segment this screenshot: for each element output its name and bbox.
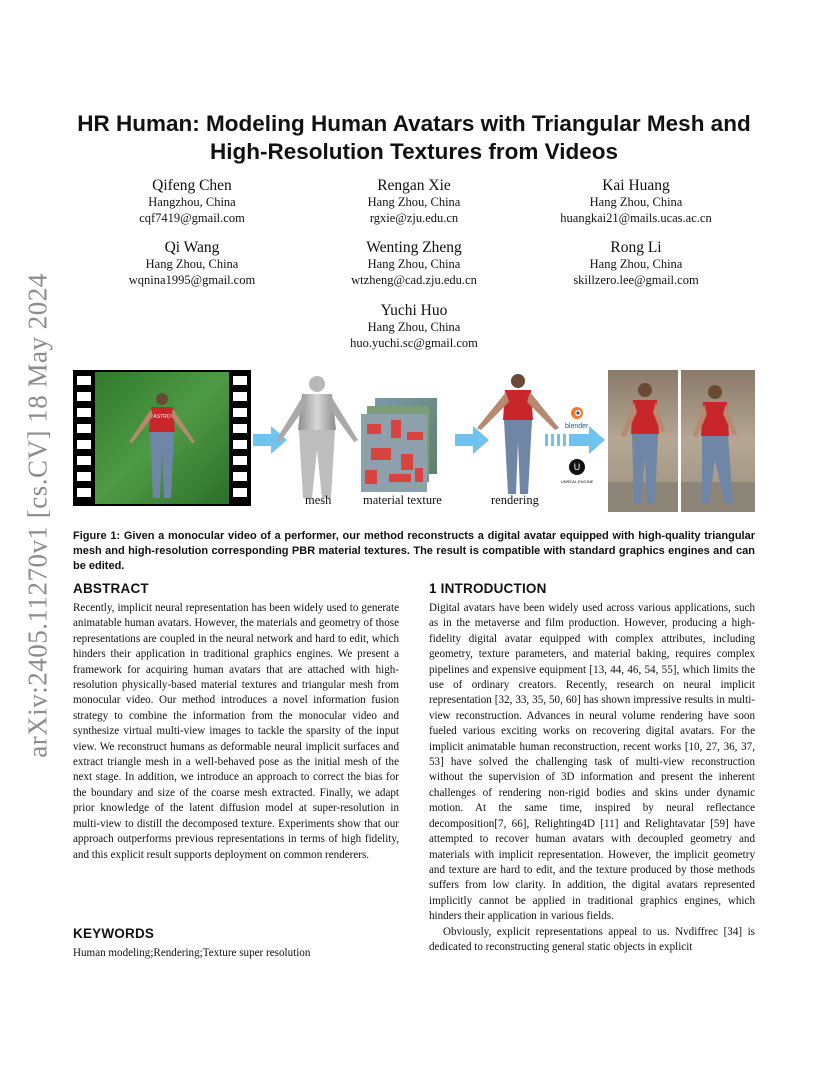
author-block — [521, 238, 751, 288]
paper-title — [60, 110, 768, 166]
author-name: Qi Wang — [164, 239, 220, 256]
video-frame — [73, 370, 251, 506]
author-affiliation: Hang Zhou, China — [367, 195, 461, 209]
author-affiliation: Hang Zhou, China — [589, 195, 683, 209]
blender-logo — [565, 407, 589, 430]
figure-label-mesh: mesh — [305, 493, 332, 507]
author-affiliation: Hang Zhou, China — [367, 257, 461, 271]
figure-label-material: material texture — [363, 493, 442, 507]
author-block — [299, 238, 529, 288]
author-email: wqnina1995@gmail.com — [128, 272, 256, 287]
author-name: Wenting Zheng — [366, 239, 462, 256]
title-line-1: HR Human: Modeling Human Avatars with Triangular Mesh and — [77, 111, 751, 136]
export-arrow-icon — [545, 426, 605, 454]
unreal-engine-logo — [561, 459, 594, 484]
abstract-body — [73, 601, 399, 863]
mesh-figure — [276, 376, 358, 498]
arrow-icon — [455, 426, 489, 454]
blender-logo-text: blender — [565, 423, 589, 430]
shirt-print: ASTRO — [153, 414, 171, 420]
figure-1 — [73, 370, 755, 512]
author-email: skillzero.lee@gmail.com — [573, 272, 699, 287]
author-email: huo.yuchi.sc@gmail.com — [350, 335, 478, 350]
keywords-heading: KEYWORDS — [73, 926, 155, 941]
author-affiliation: Hangzhou, China — [148, 195, 236, 209]
introduction-heading: 1 INTRODUCTION — [429, 581, 547, 596]
arrow-icon — [253, 426, 287, 454]
unreal-logo-text: UNREAL ENGINE — [560, 479, 594, 484]
figure-1-graphic — [73, 370, 755, 512]
abstract-heading: ABSTRACT — [73, 581, 149, 596]
author-block — [521, 176, 751, 226]
arxiv-stamp-text: arXiv:2405.11270v1 [cs.CV] 18 May 2024 — [22, 272, 53, 758]
author-affiliation: Hang Zhou, China — [367, 320, 461, 334]
author-email: rgxie@zju.edu.cn — [369, 210, 459, 225]
author-name: Yuchi Huo — [380, 302, 448, 319]
scene-render-2 — [681, 370, 755, 512]
keywords-text: Human modeling;Rendering;Texture super resolution — [73, 947, 311, 959]
author-email: cqf7419@gmail.com — [139, 210, 245, 225]
author-email: huangkai21@mails.ucas.ac.cn — [560, 210, 712, 225]
author-block — [299, 176, 529, 226]
svg-text:U: U — [573, 462, 581, 472]
title-line-2: High-Resolution Textures from Videos — [210, 139, 618, 164]
introduction-body — [429, 601, 755, 955]
author-block — [299, 301, 529, 351]
introduction-paragraph-2: Obviously, explicit representations appeal to us. Nvdiffrec [34] is dedicated to reconstructing general static objects in explicit — [429, 925, 755, 953]
author-email: wtzheng@cad.zju.edu.cn — [351, 272, 477, 287]
author-name: Rengan Xie — [377, 177, 451, 194]
author-block — [77, 238, 307, 288]
material-texture-stack — [361, 398, 437, 492]
author-block — [77, 176, 307, 226]
figure-caption: Figure 1: Given a monocular video of a performer, our method reconstructs a digital avatar equipped with high-quality triangular mesh and high-resolution corresponding PBR material textures. The result is compatible with standard graphics engines and can be edited. — [73, 530, 755, 572]
figure-label-rendering: rendering — [491, 493, 539, 507]
author-name: Rong Li — [610, 239, 662, 256]
arxiv-stamp — [18, 265, 58, 765]
author-name: Kai Huang — [602, 177, 670, 194]
introduction-paragraph-1: Digital avatars have been widely used across various applications, such as in the metaverse and film production. However, producing a high-fidelity digital avatar equipped with complex attributes, including geometry, texture parameters, and material baking, requires complex pipelines and expensive equipment [13, 44, 46, 54, 55], which limits the use of ordinary creators. Recently, research on neural implicit representation [32, 33, 35, 50, 60] has shown impressive results in multi-view reconstruction. Advances in neural volume rendering have soon fueled various exciting works on recovering digital avatars. For the implicit animatable human reconstruction, recent works [10, 27, 36, 37, 53] have solved the challenging task of multi-view reconstruction without the supervision of 3D information and present the inherent challenges of rendering non-rigid bodies and skins under dynamic motion. At the same time, inspired by neural reflectance decomposition[7, 66], Relighting4D [11] and Relightavatar [59] have attempted to recover human avatars with decoupled geometry and materials with implicit representation. However, the implicit geometry and texture are hard to edit, and the texture produced by those methods suffers from low clarity. In addition, the digital avatars represented implicitly cannot be applied in traditional graphics engines, which hinders their application in various fields. — [429, 602, 755, 923]
author-affiliation: Hang Zhou, China — [145, 257, 239, 271]
author-name: Qifeng Chen — [152, 177, 232, 194]
abstract-text: Recently, implicit neural representation has been widely used to generate animatable human avatars. However, the materials and geometry of those representations are coupled in the neural network and hard to edit, which hinders their application in traditional graphics engines. We present a framework for acquiring human avatars that are attached with high-resolution physically-based material textures and triangular mesh from monocular video. Our method introduces a novel information fusion strategy to combine the information from the monocular video and synthesize virtual multi-view images to tackle the sparsity of the input view. We reconstruct humans as deformable neural implicit surfaces and extract triangle mesh in a well-behaved pose as the initial mesh of the next stage. In addition, we introduce an approach to correct the bias for the boundary and size of the coarse mesh extracted. Finally, we adapt prior knowledge of the latent diffusion model at super-resolution in multi-view to distill the decomposed texture. Experiments show that our approach outperforms previous representations in terms of high fidelity, and this explicit result supports deployment on common renderers. — [73, 602, 399, 861]
author-affiliation: Hang Zhou, China — [589, 257, 683, 271]
scene-render-1 — [608, 370, 678, 512]
